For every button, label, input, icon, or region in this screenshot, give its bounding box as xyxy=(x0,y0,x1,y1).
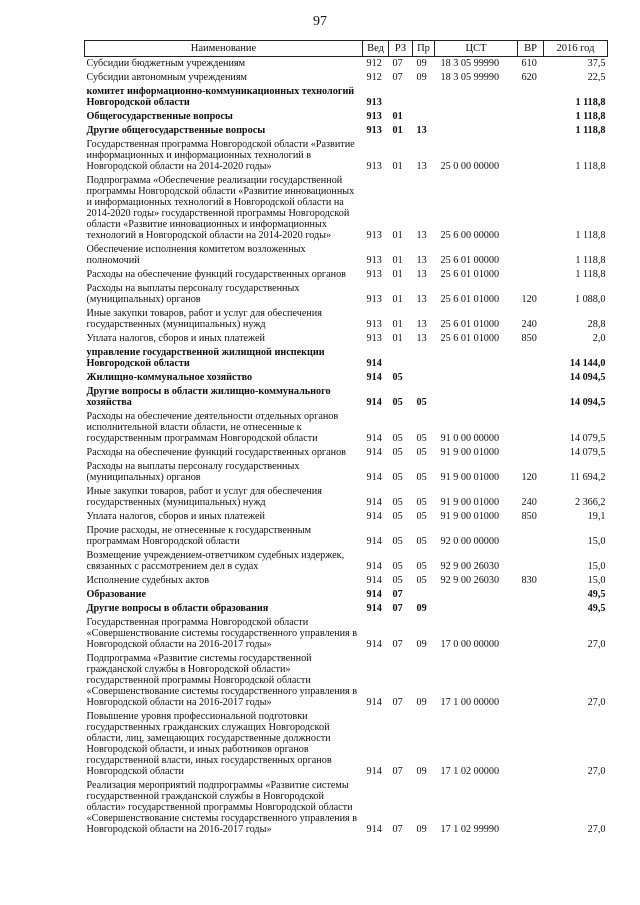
row-name: Расходы на обеспечение деятельности отдельных органов исполнительной власти области, не отнесенные к государственным программам Новгородской области xyxy=(86,411,339,444)
row-rz: 07 xyxy=(392,589,403,600)
row-pr xyxy=(413,371,435,385)
row-sum: 1 088,0 xyxy=(574,294,606,305)
table-row xyxy=(85,524,608,549)
table-row xyxy=(85,138,608,174)
row-rz: 01 xyxy=(392,125,403,136)
row-sum: 15,0 xyxy=(587,561,606,572)
row-name: Государственная программа Новгородской области «Совершенствование системы государственного управления в Новгородской области на 2016-2017 годы» xyxy=(86,617,358,650)
table-row xyxy=(85,652,608,710)
row-vr: 620 xyxy=(521,72,537,83)
row-pr: 05 xyxy=(416,497,427,508)
row-ved: 914 xyxy=(366,766,382,777)
table-row xyxy=(85,616,608,652)
row-cst: 92 0 00 00000 xyxy=(440,536,500,547)
row-pr: 05 xyxy=(416,397,427,408)
row-ved: 913 xyxy=(366,294,382,305)
row-vr: 850 xyxy=(521,511,537,522)
row-pr xyxy=(413,346,435,371)
row-pr: 09 xyxy=(416,697,427,708)
table-row xyxy=(85,71,608,85)
row-rz: 05 xyxy=(392,433,403,444)
header-ved: Вед xyxy=(363,41,389,57)
row-ved: 914 xyxy=(366,697,382,708)
row-ved: 914 xyxy=(366,561,382,572)
row-name: Другие общегосударственные вопросы xyxy=(86,125,266,136)
row-name: Подпрограмма «Обеспечение реализации государственной программы Новгородской области «Развитие инновационных и информационных технологий в Новгородской области на 2014-2020 годы» государственной программы Новгородской области «Развитие инновационных и информационных технологий в Новгородской области на 2014-2020 годы» xyxy=(86,175,355,241)
row-cst: 18 3 05 99990 xyxy=(440,58,500,69)
row-pr: 09 xyxy=(416,824,427,835)
row-cst: 91 9 00 01000 xyxy=(440,511,500,522)
row-cst: 25 6 01 01000 xyxy=(440,269,500,280)
row-cst: 25 6 01 01000 xyxy=(440,294,500,305)
row-ved: 914 xyxy=(366,575,382,586)
row-ved: 912 xyxy=(366,58,382,69)
row-sum: 14 144,0 xyxy=(569,358,606,369)
row-cst: 91 0 00 00000 xyxy=(440,433,500,444)
row-ved: 914 xyxy=(366,639,382,650)
row-ved: 914 xyxy=(366,536,382,547)
row-ved: 914 xyxy=(366,397,382,408)
row-sum: 14 094,5 xyxy=(569,372,606,383)
row-cst: 25 6 01 01000 xyxy=(440,319,500,330)
row-pr: 05 xyxy=(416,433,427,444)
row-vr xyxy=(518,602,544,616)
row-name: Жилищно-коммунальное хозяйство xyxy=(86,372,253,383)
row-sum: 1 118,8 xyxy=(575,269,606,280)
row-vr xyxy=(518,446,544,460)
row-rz xyxy=(389,85,413,110)
row-sum: 1 118,8 xyxy=(575,125,606,136)
row-name: Прочие расходы, не отнесенные к государственным программам Новгородской области xyxy=(86,525,312,547)
table-row xyxy=(85,85,608,110)
row-sum: 1 118,8 xyxy=(575,255,606,266)
table-row xyxy=(85,174,608,243)
row-sum: 2 366,2 xyxy=(574,497,606,508)
row-rz: 07 xyxy=(392,603,403,614)
row-sum: 1 118,8 xyxy=(575,161,606,172)
row-sum: 37,5 xyxy=(587,58,606,69)
table-row xyxy=(85,446,608,460)
row-pr: 13 xyxy=(416,161,427,172)
row-sum: 15,0 xyxy=(587,575,606,586)
table-row xyxy=(85,588,608,602)
row-cst xyxy=(435,588,518,602)
row-vr xyxy=(518,779,544,837)
row-ved: 914 xyxy=(366,603,382,614)
row-cst: 17 0 00 00000 xyxy=(440,639,500,650)
table-row xyxy=(85,460,608,485)
table-row xyxy=(85,110,608,124)
header-cst: ЦСТ xyxy=(435,41,518,57)
row-name: Уплата налогов, сборов и иных платежей xyxy=(86,333,265,344)
row-name: Исполнение судебных актов xyxy=(86,575,210,586)
row-sum: 49,5 xyxy=(587,603,606,614)
row-rz: 01 xyxy=(392,111,403,122)
row-name: Обеспечение исполнения комитетом возложенных полномочий xyxy=(86,244,306,266)
row-vr xyxy=(518,138,544,174)
row-pr: 13 xyxy=(416,269,427,280)
row-ved: 914 xyxy=(366,589,382,600)
row-ved: 913 xyxy=(366,230,382,241)
row-ved: 913 xyxy=(366,97,382,108)
row-pr xyxy=(413,85,435,110)
row-sum: 27,0 xyxy=(587,639,606,650)
row-cst: 91 9 00 01000 xyxy=(440,472,500,483)
row-cst: 91 9 00 01000 xyxy=(440,497,500,508)
table-row xyxy=(85,602,608,616)
row-vr xyxy=(518,268,544,282)
row-rz: 07 xyxy=(392,58,403,69)
row-pr: 09 xyxy=(416,766,427,777)
row-rz: 05 xyxy=(392,497,403,508)
table-row xyxy=(85,410,608,446)
row-name: комитет информационно-коммуникационных технологий Новгородской области xyxy=(86,86,355,108)
row-name: Образование xyxy=(86,589,147,600)
row-sum: 27,0 xyxy=(587,697,606,708)
table-row xyxy=(85,371,608,385)
row-sum: 1 118,8 xyxy=(575,97,606,108)
row-rz: 07 xyxy=(392,824,403,835)
row-name: Государственная программа Новгородской области «Развитие информационных и информационных технологий в Новгородской области на 2014-2020 годы» xyxy=(86,139,355,172)
row-cst: 92 9 00 26030 xyxy=(440,561,500,572)
row-cst xyxy=(435,124,518,138)
row-name: управление государственной жилищной инспекции Новгородской области xyxy=(86,347,325,369)
header-sum: 2016 год xyxy=(544,41,608,57)
row-vr: 850 xyxy=(521,333,537,344)
table-body xyxy=(85,57,608,838)
page-number: 97 xyxy=(313,14,327,29)
row-name: Расходы на обеспечение функций государственных органов xyxy=(86,269,346,280)
row-ved: 913 xyxy=(366,125,382,136)
row-pr: 13 xyxy=(416,255,427,266)
row-rz: 07 xyxy=(392,697,403,708)
row-vr xyxy=(518,346,544,371)
table-header-row xyxy=(85,41,608,57)
row-pr: 05 xyxy=(416,472,427,483)
row-sum: 27,0 xyxy=(587,766,606,777)
row-pr xyxy=(413,110,435,124)
row-sum: 1 118,8 xyxy=(575,111,606,122)
row-sum: 14 079,5 xyxy=(569,447,606,458)
row-ved: 913 xyxy=(366,161,382,172)
row-sum: 14 079,5 xyxy=(569,433,606,444)
table-row xyxy=(85,268,608,282)
table-row xyxy=(85,574,608,588)
header-rz: РЗ xyxy=(389,41,413,57)
budget-table xyxy=(84,40,608,837)
row-cst xyxy=(435,371,518,385)
row-rz: 01 xyxy=(392,269,403,280)
row-name: Расходы на выплаты персоналу государственных (муниципальных) органов xyxy=(86,461,300,483)
row-pr: 05 xyxy=(416,561,427,572)
row-sum: 11 694,2 xyxy=(570,472,606,483)
row-cst: 92 9 00 26030 xyxy=(440,575,500,586)
row-ved: 913 xyxy=(366,269,382,280)
row-ved: 914 xyxy=(366,472,382,483)
row-name: Другие вопросы в области жилищно-коммунального хозяйства xyxy=(86,386,331,408)
row-ved: 914 xyxy=(366,433,382,444)
row-cst: 17 1 00 00000 xyxy=(440,697,500,708)
row-pr: 09 xyxy=(416,639,427,650)
row-vr xyxy=(518,110,544,124)
row-name: Общегосударственные вопросы xyxy=(86,111,233,122)
row-name: Субсидии бюджетным учреждениям xyxy=(86,58,246,69)
row-ved: 913 xyxy=(366,319,382,330)
row-ved: 914 xyxy=(366,497,382,508)
row-name: Возмещение учреждением-ответчиком судебных издержек, связанных с рассмотрением дел в судах xyxy=(86,550,345,572)
row-pr: 09 xyxy=(416,72,427,83)
row-rz: 01 xyxy=(392,161,403,172)
table-row xyxy=(85,332,608,346)
table-row xyxy=(85,307,608,332)
row-rz: 07 xyxy=(392,72,403,83)
row-pr: 05 xyxy=(416,536,427,547)
row-rz: 05 xyxy=(392,561,403,572)
table-row xyxy=(85,57,608,72)
row-pr: 09 xyxy=(416,58,427,69)
row-rz: 05 xyxy=(392,372,403,383)
table-row xyxy=(85,282,608,307)
row-vr: 240 xyxy=(521,319,537,330)
row-name: Расходы на обеспечение функций государственных органов xyxy=(86,447,346,458)
header-pr: Пр xyxy=(413,41,435,57)
row-sum: 28,8 xyxy=(587,319,606,330)
row-name: Иные закупки товаров, работ и услуг для обеспечения государственных (муниципальных) нужд xyxy=(86,308,322,330)
row-rz: 05 xyxy=(392,575,403,586)
row-name: Субсидии автономным учреждениям xyxy=(86,72,247,83)
row-cst: 25 6 01 01000 xyxy=(440,333,500,344)
row-rz: 05 xyxy=(392,447,403,458)
row-pr: 09 xyxy=(416,603,427,614)
row-vr xyxy=(518,652,544,710)
row-cst: 17 1 02 00000 xyxy=(440,766,500,777)
table-row xyxy=(85,710,608,779)
row-pr: 05 xyxy=(416,511,427,522)
row-name: Другие вопросы в области образования xyxy=(86,603,269,614)
row-cst: 25 6 01 00000 xyxy=(440,255,500,266)
row-sum: 27,0 xyxy=(587,824,606,835)
row-vr: 610 xyxy=(521,58,537,69)
row-sum: 14 094,5 xyxy=(569,397,606,408)
row-vr: 830 xyxy=(521,575,537,586)
row-rz: 05 xyxy=(392,511,403,522)
row-cst: 25 0 00 00000 xyxy=(440,161,500,172)
table-row xyxy=(85,510,608,524)
row-sum: 19,1 xyxy=(587,511,606,522)
row-rz: 01 xyxy=(392,230,403,241)
row-name: Подпрограмма «Развитие системы государственной гражданской службы в Новгородской области» государственной программы Новгородской области «Совершенствование системы государственного управления в Новгородской области на 2016-2017 годы» xyxy=(86,653,358,708)
row-cst xyxy=(435,385,518,410)
row-sum: 49,5 xyxy=(587,589,606,600)
row-vr: 120 xyxy=(521,472,537,483)
row-vr xyxy=(518,371,544,385)
row-pr: 13 xyxy=(416,319,427,330)
header-name: Наименование xyxy=(85,41,363,57)
row-ved: 914 xyxy=(366,372,382,383)
row-ved: 914 xyxy=(366,824,382,835)
row-vr xyxy=(518,524,544,549)
row-cst xyxy=(435,346,518,371)
row-rz: 01 xyxy=(392,255,403,266)
row-cst xyxy=(435,602,518,616)
row-vr xyxy=(518,588,544,602)
row-name: Повышение уровня профессиональной подготовки государственных гражданских служащих Новгородской области, лиц, замещающих государственные должности Новгородской области, и иных работников органов государственной власти, иных государственных органов Новгородской области xyxy=(86,711,332,777)
row-ved: 914 xyxy=(366,447,382,458)
row-rz: 07 xyxy=(392,639,403,650)
row-rz: 05 xyxy=(392,472,403,483)
row-pr: 13 xyxy=(416,294,427,305)
header-vr: ВР xyxy=(518,41,544,57)
row-pr: 05 xyxy=(416,575,427,586)
row-name: Расходы на выплаты персоналу государственных (муниципальных) органов xyxy=(86,283,300,305)
row-vr xyxy=(518,124,544,138)
row-vr xyxy=(518,410,544,446)
row-vr xyxy=(518,616,544,652)
row-cst: 91 9 00 01000 xyxy=(440,447,500,458)
table-row xyxy=(85,346,608,371)
row-cst: 18 3 05 99990 xyxy=(440,72,500,83)
row-vr xyxy=(518,243,544,268)
row-rz: 05 xyxy=(392,397,403,408)
table-row xyxy=(85,485,608,510)
row-name: Иные закупки товаров, работ и услуг для обеспечения государственных (муниципальных) нужд xyxy=(86,486,322,508)
row-ved: 912 xyxy=(366,72,382,83)
row-vr xyxy=(518,385,544,410)
row-rz: 01 xyxy=(392,333,403,344)
row-sum: 1 118,8 xyxy=(575,230,606,241)
row-rz: 07 xyxy=(392,766,403,777)
row-ved: 914 xyxy=(366,511,382,522)
row-vr xyxy=(518,174,544,243)
row-pr xyxy=(413,588,435,602)
row-vr xyxy=(518,85,544,110)
row-pr: 13 xyxy=(416,333,427,344)
row-rz xyxy=(389,346,413,371)
row-ved: 913 xyxy=(366,111,382,122)
row-cst: 25 6 00 00000 xyxy=(440,230,500,241)
row-cst: 17 1 02 99990 xyxy=(440,824,500,835)
row-pr: 13 xyxy=(416,125,427,136)
row-pr: 13 xyxy=(416,230,427,241)
row-rz: 01 xyxy=(392,294,403,305)
row-rz: 01 xyxy=(392,319,403,330)
row-vr xyxy=(518,549,544,574)
row-ved: 913 xyxy=(366,255,382,266)
row-sum: 22,5 xyxy=(587,72,606,83)
row-cst xyxy=(435,110,518,124)
table-row xyxy=(85,243,608,268)
table-row xyxy=(85,779,608,837)
row-name: Уплата налогов, сборов и иных платежей xyxy=(86,511,265,522)
table-row xyxy=(85,124,608,138)
row-vr xyxy=(518,710,544,779)
table-row xyxy=(85,385,608,410)
row-vr: 240 xyxy=(521,497,537,508)
row-name: Реализация мероприятий подпрограммы «Развитие системы государственной гражданской службы в Новгородской области» государственной программы Новгородской области «Совершенствование системы государственного управления в Новгородской области на 2016-2017 годы» xyxy=(86,780,358,835)
row-cst xyxy=(435,85,518,110)
row-sum: 2,0 xyxy=(592,333,606,344)
row-ved: 914 xyxy=(366,358,382,369)
table-row xyxy=(85,549,608,574)
row-pr: 05 xyxy=(416,447,427,458)
row-rz: 05 xyxy=(392,536,403,547)
row-sum: 15,0 xyxy=(587,536,606,547)
row-vr: 120 xyxy=(521,294,537,305)
row-ved: 913 xyxy=(366,333,382,344)
